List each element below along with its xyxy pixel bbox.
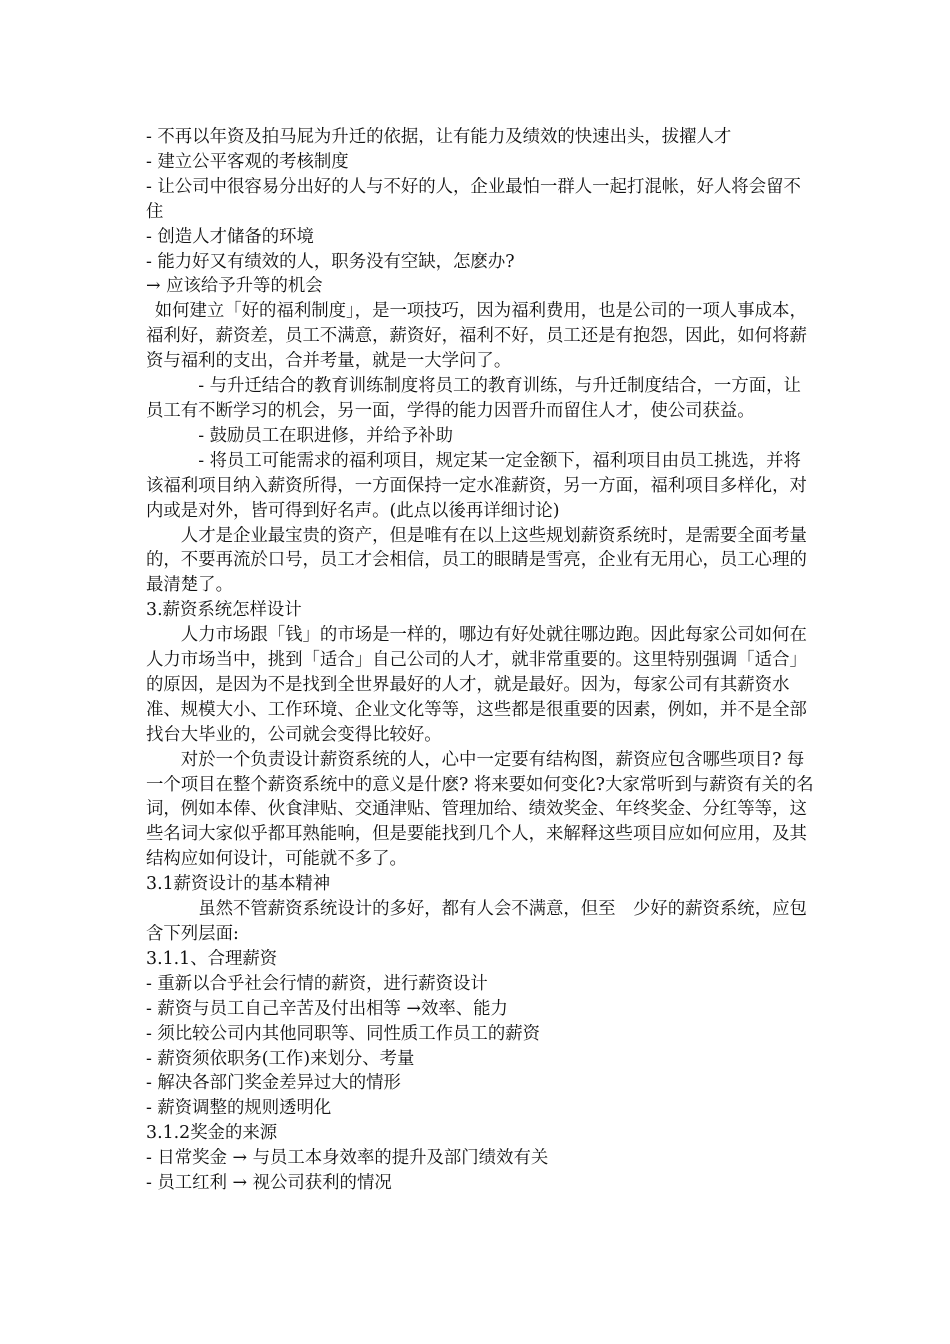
paragraph: 虽然不管薪资系统设计的多好，都有人会不满意，但至 少好的薪资系统，应包含下列层面:	[146, 899, 807, 944]
bullet-line: - 能力好又有绩效的人，职务没有空缺，怎麽办?	[146, 251, 515, 272]
section-heading: 3.薪资系统怎样设计	[146, 600, 302, 621]
bullet-line: - 重新以合乎社会行情的薪资，进行薪资设计	[146, 973, 488, 994]
bullet-line: - 日常奖金 → 与员工本身效率的提升及部门绩效有关	[146, 1148, 549, 1169]
subsection-heading: 3.1.2奖金的来源	[146, 1123, 278, 1144]
bullet-line: - 不再以年资及拍马屁为升迁的依据，让有能力及绩效的快速出头，拔擢人才	[146, 127, 732, 147]
paragraph: - 与升迁结合的教育训练制度将员工的教育训练，与升迁制度结合，一方面，让员工有不断学习的机会，另一面，学得的能力因晋升而留住人才，使公司获益。	[146, 376, 801, 421]
subsection-heading: 3.1.1、合理薪资	[146, 948, 278, 969]
bullet-line: - 薪资须依职务(工作)来划分、考量	[146, 1048, 415, 1069]
paragraph: 对於一个负责设计薪资系统的人，心中一定要有结构图，薪资应包含哪些项目? 每一个项目在整个薪资系统中的意义是什麽? 将来要如何变化?大家常听到与薪资有关的名词，例如本俸、伙食津贴、交通津贴、管理加给、绩效奖金、年终奖金、分红等等，这些名词大家似乎都耳熟能响，但是要能找到几个人，来解释这些项目应如何应用，及其结构应如何设计，可能就不多了。	[146, 749, 814, 870]
paragraph: 如何建立「好的福利制度」，是一项技巧，因为福利费用，也是公司的一项人事成本，福利好，薪资差，员工不满意，薪资好，福利不好，员工还是有抱怨，因此，如何将薪资与福利的支出，合并考量，就是一大学问了。	[146, 301, 807, 372]
bullet-line: - 建立公平客观的考核制度	[146, 151, 349, 172]
bullet-line: - 员工红利 → 视公司获利的情况	[146, 1173, 392, 1194]
bullet-line: - 须比较公司内其他同职等、同性质工作员工的薪资	[146, 1023, 541, 1044]
bullet-line: - 创造人才储备的环境	[146, 226, 314, 247]
paragraph: - 将员工可能需求的福利项目，规定某一定金额下，福利项目由员工挑选，并将该福利项目纳入薪资所得，一方面保持一定水准薪资，另一方面，福利项目多样化，对内或是对外，皆可得到好名声。(此点以後再详细讨论)	[146, 450, 807, 521]
bullet-line: - 薪资调整的规则透明化	[146, 1098, 332, 1119]
section-heading: 3.1薪资设计的基本精神	[146, 874, 331, 895]
paragraph: 人才是企业最宝贵的资产，但是唯有在以上这些规划薪资系统时，是需要全面考量的，不要再流於口号，员工才会相信，员工的眼睛是雪亮，企业有无用心，员工心理的最清楚了。	[146, 525, 807, 596]
arrow-line: → 应该给予升等的机会	[146, 276, 323, 297]
paragraph: 人力市场跟「钱」的市场是一样的，哪边有好处就往哪边跑。因此每家公司如何在人力市场当中，挑到「适合」自己公司的人才，就非常重要的。这里特别强调「适合」的原因，是因为不是找到全世界最好的人才，就是最好。因为，每家公司有其薪资水准、规模大小、工作环境、企业文化等等，这些都是很重要的因素，例如，并不是全部找台大毕业的，公司就会变得比较好。	[146, 625, 807, 745]
document-body	[146, 125, 818, 1196]
paragraph: - 鼓励员工在职进修，并给予补助	[198, 425, 454, 446]
bullet-line: - 让公司中很容易分出好的人与不好的人，企业最怕一群人一起打混帐，好人将会留不住	[146, 176, 801, 222]
bullet-line: - 解决各部门奖金差异过大的情形	[146, 1073, 401, 1094]
bullet-line: - 薪资与员工自己辛苦及付出相等 →效率、能力	[146, 998, 508, 1019]
